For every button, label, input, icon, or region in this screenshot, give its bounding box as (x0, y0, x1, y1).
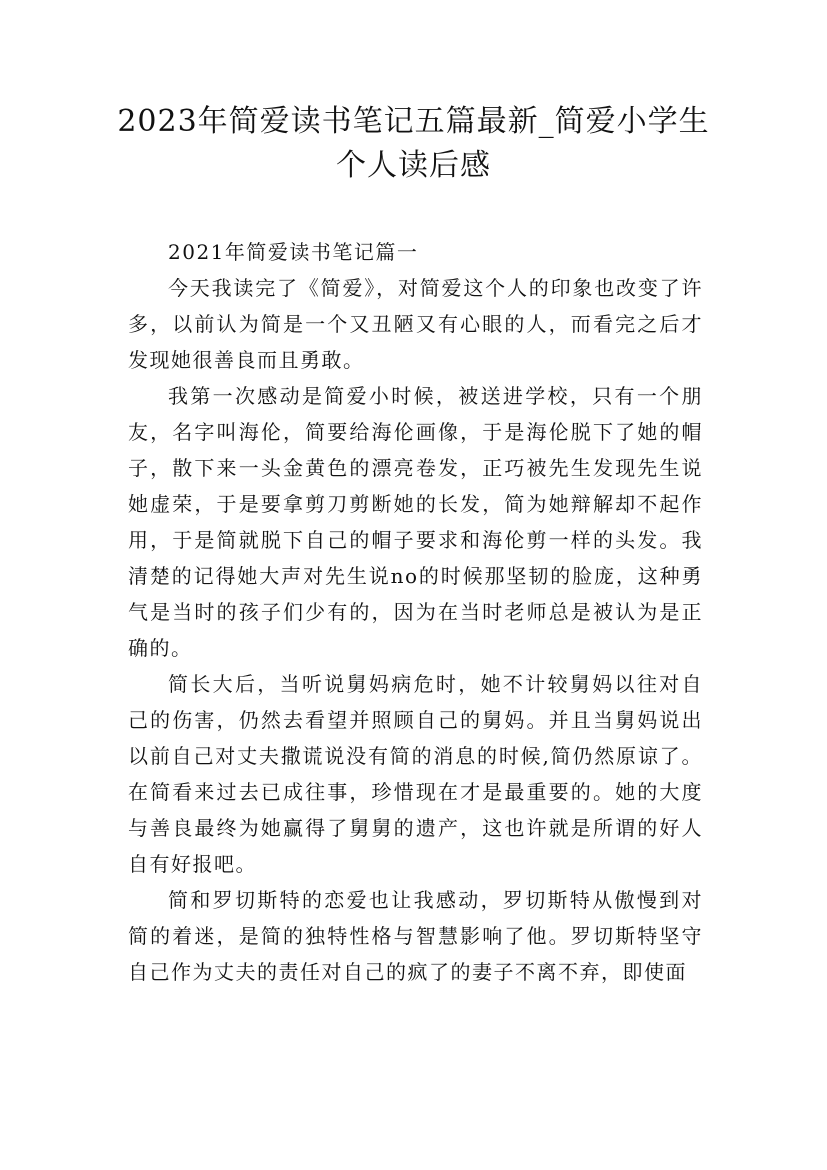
paragraph: 今天我读完了《简爱》，对简爱这个人的印象也改变了许多，以前认为简是一个又丑陋又有心眼的人，而看完之后才发现她很善良而且勇敢。 (128, 276, 703, 372)
paragraph: 我第一次感动是简爱小时候，被送进学校，只有一个朋友，名字叫海伦，简要给海伦画像，于是海伦脱下了她的帽子，散下来一头金黄色的漂亮卷发，正巧被先生发现先生说她虚荣，于是要拿剪刀剪断她的长发，简为她辩解却不起作用，于是简就脱下自己的帽子要求和海伦剪一样的头发。我清楚的记得她大声对先生说no的时候那坚韧的脸庞，这种勇气是当时的孩子们少有的，因为在当时老师总是被认为是正确的。 (128, 384, 703, 660)
document-body (128, 234, 703, 990)
paragraph: 简长大后，当听说舅妈病危时，她不计较舅妈以往对自己的伤害，仍然去看望并照顾自己的舅妈。并且当舅妈说出以前自己对丈夫撒谎说没有简的消息的时候,简仍然原谅了。在简看来过去已成往事，珍惜现在才是最重要的。她的大度与善良最终为她赢得了舅舅的遗产，这也许就是所谓的好人自有好报吧。 (128, 672, 703, 876)
section-heading: 2021年简爱读书笔记篇一 (168, 240, 419, 264)
document-title (100, 100, 727, 188)
document-title-line2: 个人读后感 (336, 148, 491, 183)
paragraph: 简和罗切斯特的恋爱也让我感动，罗切斯特从傲慢到对简的着迷，是简的独特性格与智慧影响了他。罗切斯特坚守自己作为丈夫的责任对自己的疯了的妻子不离不弃，即使面 (128, 888, 703, 984)
document-title-line1: 2023年简爱读书笔记五篇最新_简爱小学生 (117, 104, 710, 139)
